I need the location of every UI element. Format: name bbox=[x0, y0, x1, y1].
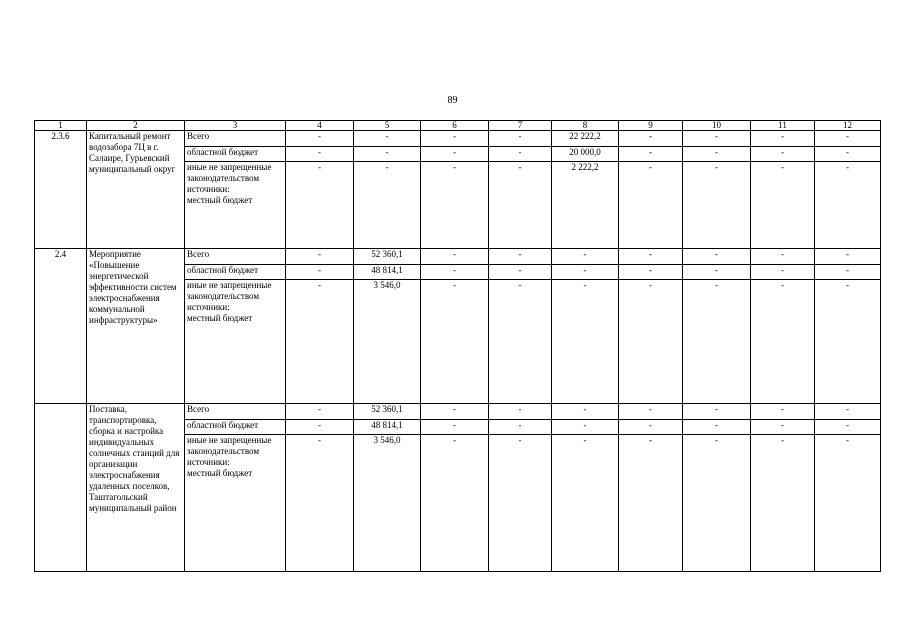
value-cell: - bbox=[489, 131, 552, 147]
value-cell: - bbox=[683, 435, 751, 572]
value-cell: - bbox=[421, 249, 489, 265]
value-cell: - bbox=[286, 131, 354, 147]
value-cell: - bbox=[619, 131, 683, 147]
value-cell: 52 360,1 bbox=[354, 404, 421, 420]
value-cell: - bbox=[286, 162, 354, 249]
value-cell: - bbox=[751, 131, 815, 147]
value-cell: - bbox=[683, 280, 751, 404]
value-cell: - bbox=[421, 131, 489, 147]
value-cell: - bbox=[683, 249, 751, 265]
funding-source-sublabel: местный бюджет bbox=[187, 468, 253, 478]
value-cell: - bbox=[421, 435, 489, 572]
value-cell: - bbox=[489, 249, 552, 265]
value-cell: - bbox=[552, 280, 619, 404]
funding-source-label: иные не запрещенные законодательством источники: bbox=[187, 162, 272, 194]
value-cell: - bbox=[619, 420, 683, 435]
value-cell: - bbox=[286, 280, 354, 404]
value-cell: - bbox=[421, 280, 489, 404]
funding-source-label: иные не запрещенные законодательством источники: bbox=[187, 435, 272, 467]
value-cell: - bbox=[751, 435, 815, 572]
header-cell: 11 bbox=[751, 121, 815, 131]
value-cell: - bbox=[815, 435, 881, 572]
funding-source bbox=[185, 280, 286, 404]
header-row bbox=[35, 121, 881, 131]
value-cell: - bbox=[489, 265, 552, 280]
table-body bbox=[35, 121, 881, 572]
value-cell: - bbox=[286, 435, 354, 572]
header-cell: 6 bbox=[421, 121, 489, 131]
value-cell: - bbox=[619, 435, 683, 572]
value-cell: - bbox=[552, 404, 619, 420]
value-cell: 48 814,1 bbox=[354, 265, 421, 280]
value-cell: 52 360,1 bbox=[354, 249, 421, 265]
value-cell: - bbox=[552, 435, 619, 572]
funding-source bbox=[185, 162, 286, 249]
value-cell: - bbox=[552, 420, 619, 435]
value-cell: - bbox=[489, 147, 552, 162]
funding-source-sublabel: местный бюджет bbox=[187, 313, 253, 323]
header-cell: 12 bbox=[815, 121, 881, 131]
table-row bbox=[35, 131, 881, 147]
header-cell: 9 bbox=[619, 121, 683, 131]
value-cell: 22 222,2 bbox=[552, 131, 619, 147]
header-cell: 4 bbox=[286, 121, 354, 131]
funding-source: Всего bbox=[185, 404, 286, 420]
value-cell: - bbox=[815, 147, 881, 162]
value-cell: - bbox=[421, 265, 489, 280]
value-cell: - bbox=[751, 265, 815, 280]
table-row bbox=[35, 404, 881, 420]
header-cell: 1 bbox=[35, 121, 87, 131]
value-cell: - bbox=[286, 265, 354, 280]
value-cell: - bbox=[552, 249, 619, 265]
value-cell: - bbox=[619, 249, 683, 265]
value-cell: 3 546,0 bbox=[354, 280, 421, 404]
value-cell: - bbox=[751, 162, 815, 249]
header-cell: 10 bbox=[683, 121, 751, 131]
page-number: 89 bbox=[447, 95, 458, 106]
value-cell: - bbox=[286, 420, 354, 435]
value-cell: - bbox=[286, 404, 354, 420]
section-name: Поставка, транспортировка, сборка и настройка индивидуальных солнечных станций для организации электроснабжения удаленных поселков, Таштагольский муниципальный район bbox=[87, 404, 185, 572]
value-cell: - bbox=[815, 404, 881, 420]
value-cell: - bbox=[421, 147, 489, 162]
value-cell: - bbox=[683, 420, 751, 435]
value-cell: - bbox=[815, 131, 881, 147]
value-cell: - bbox=[751, 280, 815, 404]
value-cell: - bbox=[489, 280, 552, 404]
header-cell: 8 bbox=[552, 121, 619, 131]
table-row bbox=[35, 249, 881, 265]
funding-source: областной бюджет bbox=[185, 147, 286, 162]
value-cell: - bbox=[489, 162, 552, 249]
header-cell: 7 bbox=[489, 121, 552, 131]
value-cell: - bbox=[815, 420, 881, 435]
value-cell: - bbox=[354, 131, 421, 147]
funding-source: областной бюджет bbox=[185, 265, 286, 280]
value-cell: - bbox=[619, 404, 683, 420]
section-code: 2.3.6 bbox=[35, 131, 87, 249]
value-cell: - bbox=[815, 162, 881, 249]
value-cell: - bbox=[286, 147, 354, 162]
value-cell: - bbox=[683, 162, 751, 249]
value-cell: - bbox=[619, 265, 683, 280]
budget-table bbox=[34, 120, 881, 572]
value-cell: - bbox=[354, 162, 421, 249]
header-cell: 5 bbox=[354, 121, 421, 131]
value-cell: - bbox=[751, 147, 815, 162]
value-cell: - bbox=[683, 265, 751, 280]
value-cell: - bbox=[489, 435, 552, 572]
funding-source-sublabel: местный бюджет bbox=[187, 195, 253, 205]
value-cell: - bbox=[683, 404, 751, 420]
value-cell: - bbox=[751, 420, 815, 435]
funding-source: Всего bbox=[185, 249, 286, 265]
value-cell: - bbox=[683, 131, 751, 147]
value-cell: 48 814,1 bbox=[354, 420, 421, 435]
value-cell: 3 546,0 bbox=[354, 435, 421, 572]
value-cell: - bbox=[619, 280, 683, 404]
value-cell: - bbox=[286, 249, 354, 265]
value-cell: 2 222,2 bbox=[552, 162, 619, 249]
value-cell: 20 000,0 bbox=[552, 147, 619, 162]
section-code: 2.4 bbox=[35, 249, 87, 404]
value-cell: - bbox=[421, 420, 489, 435]
value-cell: - bbox=[619, 147, 683, 162]
value-cell: - bbox=[421, 404, 489, 420]
value-cell: - bbox=[489, 420, 552, 435]
funding-source-label: иные не запрещенные законодательством источники: bbox=[187, 280, 272, 312]
value-cell: - bbox=[489, 404, 552, 420]
value-cell: - bbox=[815, 249, 881, 265]
section-name: Капитальный ремонт водозабора 7Ц в г. Салаире, Гурьевский муниципальный округ bbox=[87, 131, 185, 249]
funding-source bbox=[185, 435, 286, 572]
value-cell: - bbox=[815, 265, 881, 280]
header-cell: 3 bbox=[185, 121, 286, 131]
value-cell: - bbox=[421, 162, 489, 249]
value-cell: - bbox=[751, 249, 815, 265]
section-code bbox=[35, 404, 87, 572]
header-cell: 2 bbox=[87, 121, 185, 131]
section-name: Мероприятие «Повышение энергетической эффективности систем электроснабжения коммунальной инфраструктуры» bbox=[87, 249, 185, 404]
value-cell: - bbox=[552, 265, 619, 280]
value-cell: - bbox=[354, 147, 421, 162]
funding-source: областной бюджет bbox=[185, 420, 286, 435]
value-cell: - bbox=[683, 147, 751, 162]
value-cell: - bbox=[815, 280, 881, 404]
funding-source: Всего bbox=[185, 131, 286, 147]
value-cell: - bbox=[619, 162, 683, 249]
value-cell: - bbox=[751, 404, 815, 420]
